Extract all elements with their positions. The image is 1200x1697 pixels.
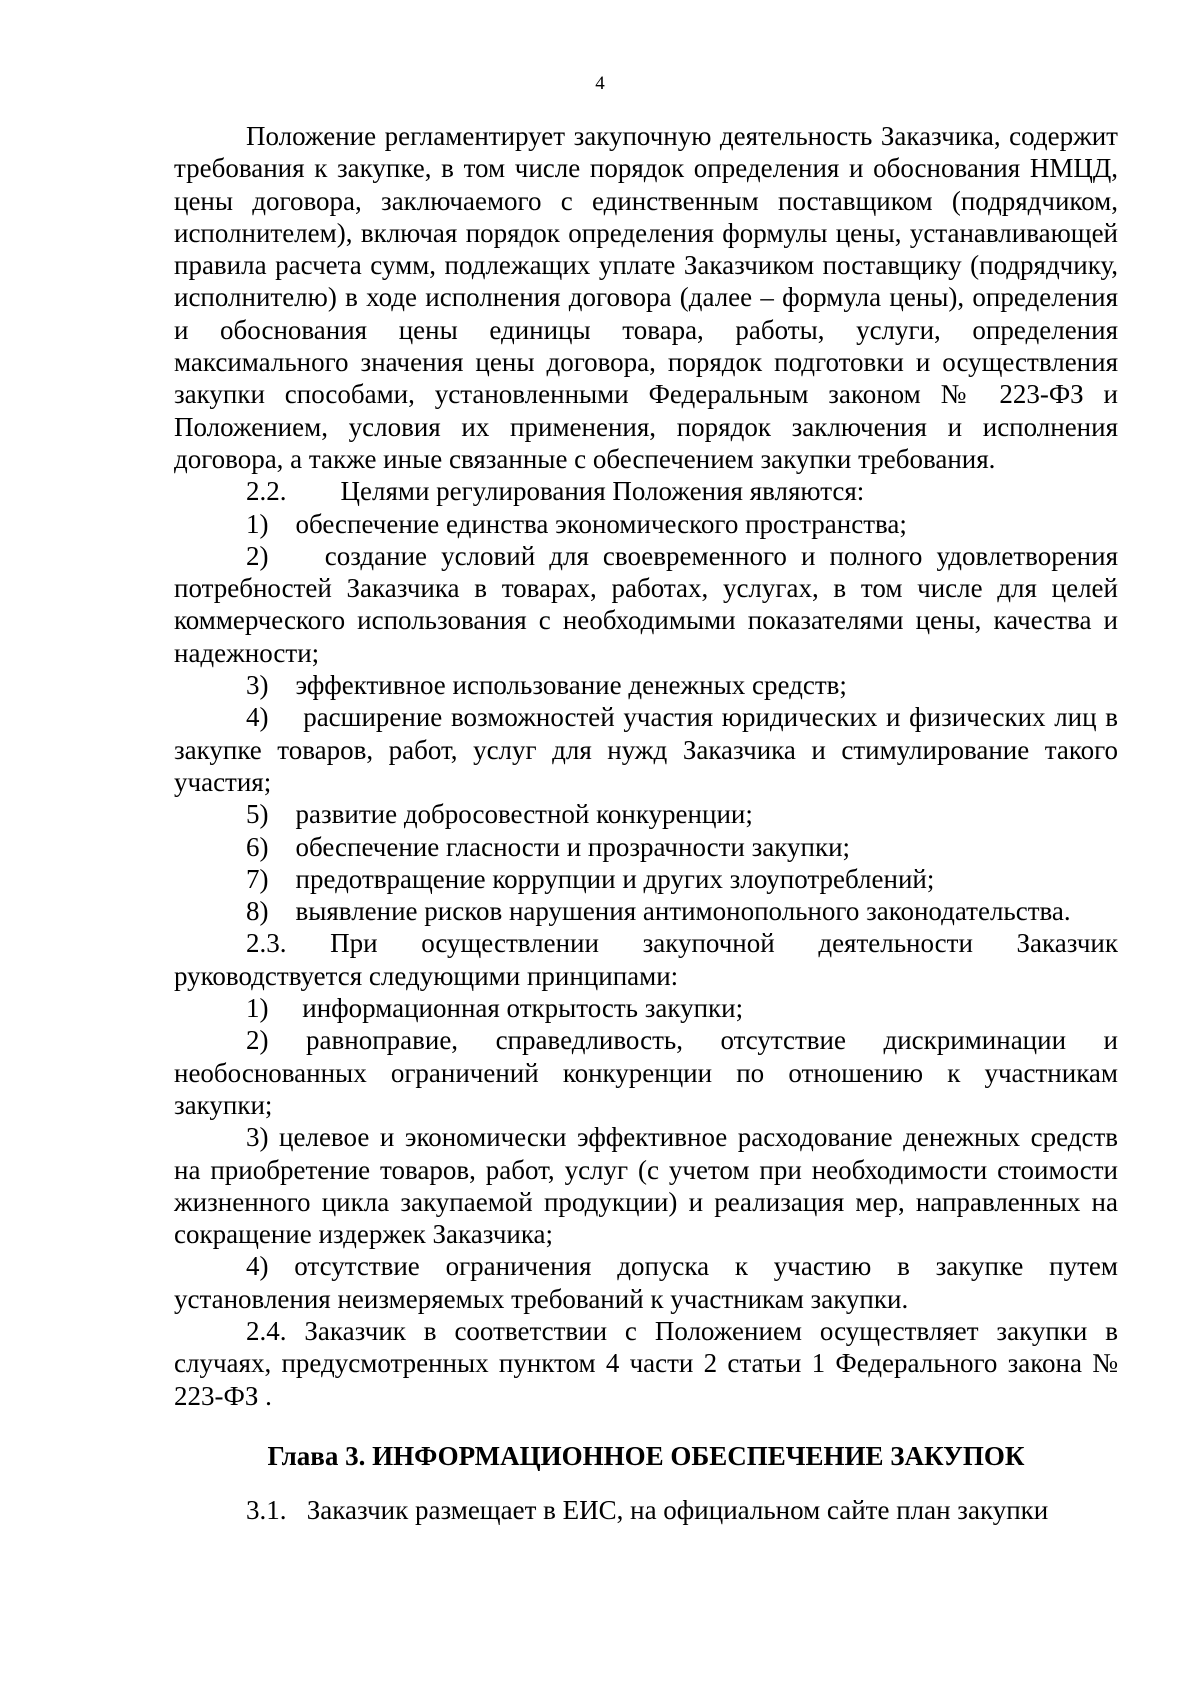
principle-item-2: 2) равноправие, справедливость, отсутствие дискриминации и необоснованных ограничений конкуренции по отношению к участникам закупки; [174, 1025, 1125, 1120]
principle-item-1: 1) информационная открытость закупки; [246, 993, 744, 1024]
goal-item-5: 5) развитие добросовестной конкуренции; [246, 799, 753, 830]
goal-item-7: 7) предотвращение коррупции и других злоупотреблений; [246, 863, 935, 894]
paragraph-2-4: 2.4. Заказчик в соответствии с Положением осуществляет закупки в случаях, предусмотренных пунктом 4 части 2 статьи 1 Федерального закона № 223-ФЗ . [174, 1315, 1118, 1411]
goal-item-6: 6) обеспечение гласности и прозрачности закупки; [246, 831, 851, 862]
goal-item-3: 3) эффективное использование денежных средств; [246, 670, 847, 701]
goal-item-1: 1) обеспечение единства экономического пространства; [246, 508, 907, 539]
paragraph-intro: Положение регламентирует закупочную деятельность Заказчика, содержит требования к закупке, в том числе порядок определения и обоснования НМЦД, цены договора, заключаемого с единственным поставщиком (подрядчиком, исполнителем), включая порядок определения формулы цены, устанавливающей правила расчета сумм, подлежащих уплате Заказчиком поставщику (подрядчику, исполнителю) в ходе исполнения договора (далее – формула цены), определения и обоснования цены единицы товара, работы, услуги, определения максимального значения цены договора, порядок подготовки и осуществления закупки способами, установленными Федеральным законом № 223-ФЗ и Положением, условия их применения, порядок заключения и исполнения договора, а также иные связанные с обеспечением закупки требования. [174, 121, 1118, 474]
page-number: 4 [595, 73, 605, 94]
goal-item-2: 2) создание условий для своевременного и полного удовлетворения потребностей Заказчика в товарах, работах, услугах, в том числе для целей коммерческого использования с необходимыми показателями цены, качества и надежности; [174, 540, 1125, 668]
principle-item-4: 4) отсутствие ограничения допуска к участию в закупке путем установления неизмеряемых требований к участникам закупки. [174, 1251, 1118, 1314]
paragraph-3-1: 3.1. Заказчик размещает в ЕИС, на официальном сайте план закупки [246, 1494, 1049, 1525]
paragraph-2-2: 2.2. Целями регулирования Положения являются: [246, 476, 865, 507]
document-body [174, 120, 1125, 1526]
goal-item-8: 8) выявление рисков нарушения антимонопольного законодательства. [246, 896, 1071, 927]
paragraph-2-3: 2.3. При осуществлении закупочной деятельности Заказчик руководствуется следующими принципами: [174, 928, 1125, 991]
principle-item-3: 3) целевое и экономически эффективное расходование денежных средств на приобретение товаров, работ, услуг (с учетом при необходимости стоимости жизненного цикла закупаемой продукции) и реализация мер, направленных на сокращение издержек Заказчика; [174, 1122, 1118, 1250]
chapter-3-heading: Глава 3. ИНФОРМАЦИОННОЕ ОБЕСПЕЧЕНИЕ ЗАКУПОК [267, 1440, 1025, 1471]
goal-item-4: 4) расширение возможностей участия юридических и физических лиц в закупке товаров, работ, услуг для нужд Заказчика и стимулирование такого участия; [174, 702, 1125, 797]
